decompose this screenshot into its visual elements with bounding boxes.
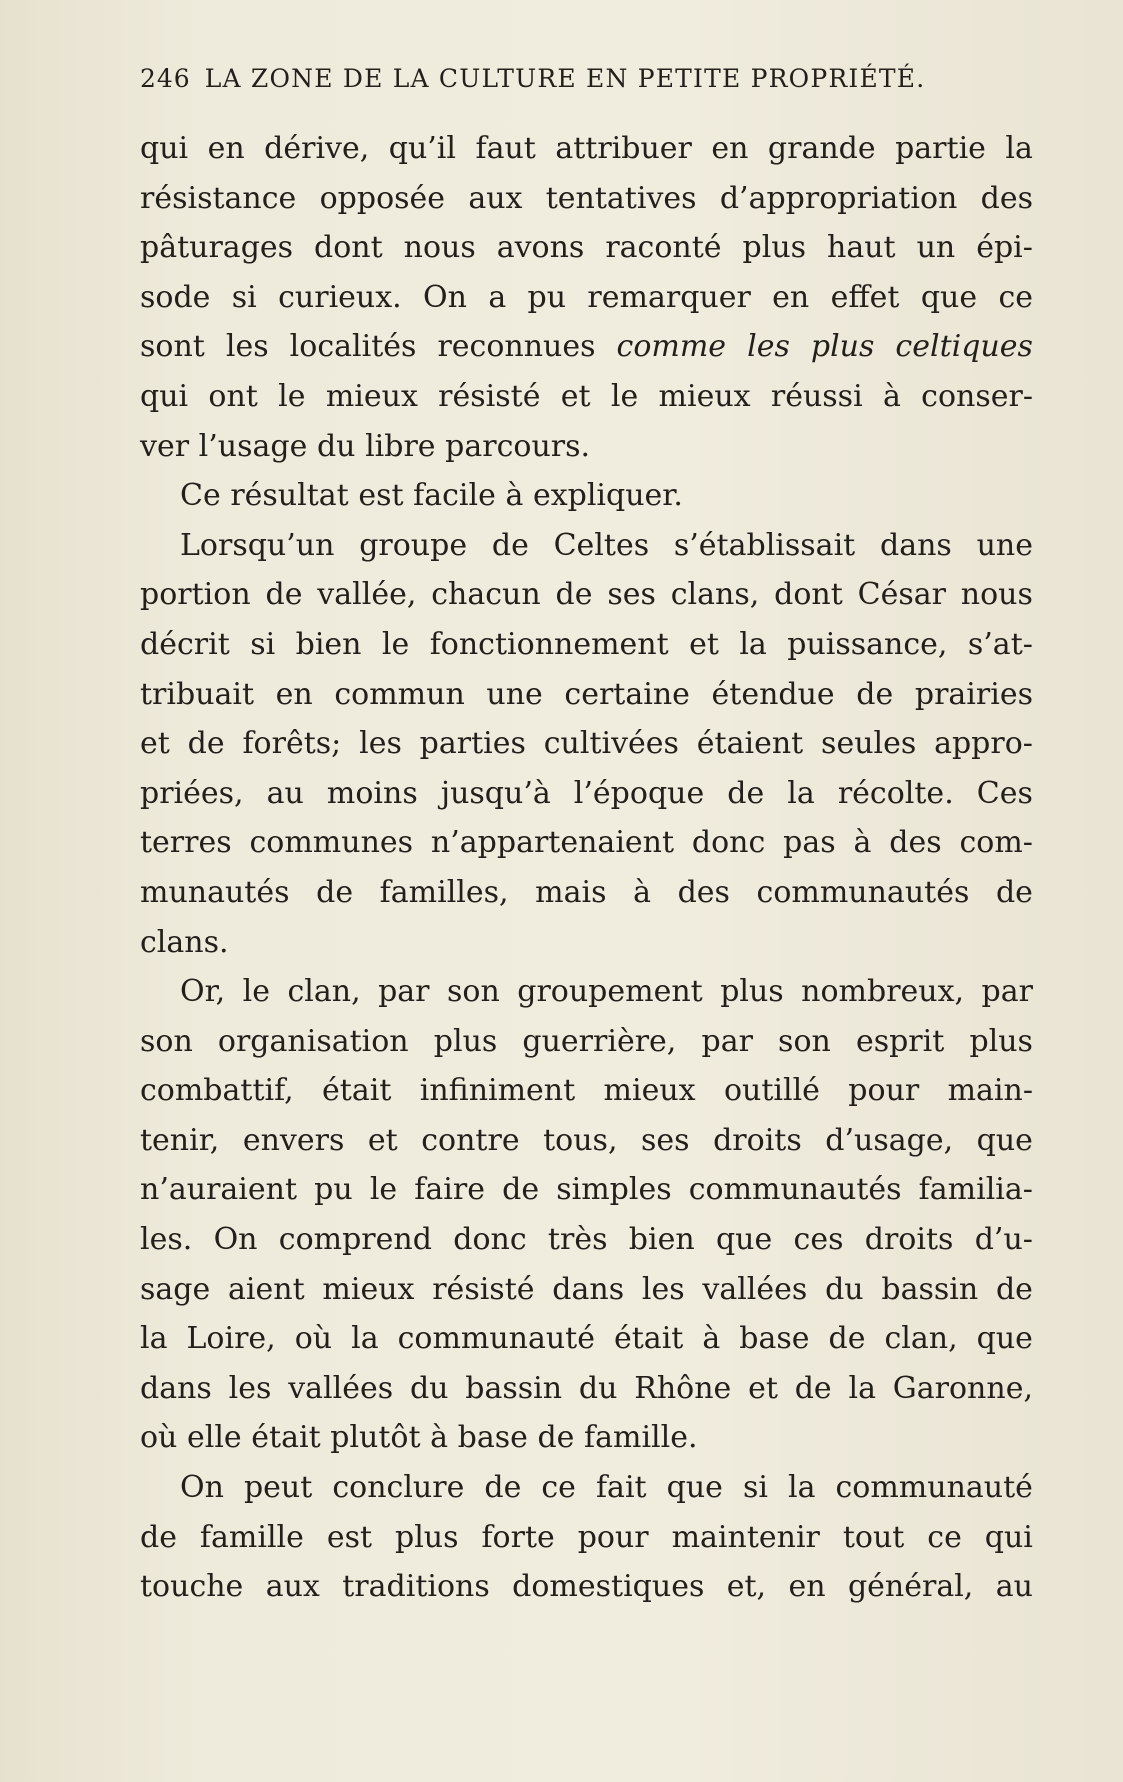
word: familles,: [379, 874, 509, 910]
word: d’appropriation: [719, 180, 958, 216]
word: plus: [720, 974, 784, 1010]
word: remarquer: [587, 279, 751, 315]
word: base: [739, 1321, 810, 1357]
word: au: [995, 1569, 1033, 1605]
word: commun: [334, 676, 465, 712]
text-line: [140, 967, 1033, 1017]
word: de: [794, 1370, 832, 1406]
word: munautés: [140, 874, 290, 910]
word: Ce: [180, 478, 221, 514]
word: forêts;: [242, 726, 342, 762]
word: Garonne,: [892, 1370, 1033, 1406]
word: du: [578, 1370, 618, 1406]
word: une: [976, 527, 1033, 563]
text-line: [140, 818, 1033, 868]
word: le: [278, 378, 306, 414]
word: nous: [403, 230, 476, 266]
word: communes: [249, 825, 414, 861]
word: était: [322, 1073, 392, 1109]
word: vallées: [702, 1271, 808, 1307]
word: plus: [433, 1023, 498, 1059]
word: facile: [413, 478, 496, 514]
word: plutôt: [330, 1420, 421, 1456]
word: opposée: [319, 180, 446, 216]
word: du: [825, 1271, 864, 1307]
word: le: [381, 626, 410, 662]
word: n’appartenaient: [430, 825, 675, 861]
word: de: [727, 775, 765, 811]
word: communauté: [397, 1321, 595, 1357]
text-line: [140, 521, 1033, 571]
word: que: [976, 1122, 1033, 1158]
word: vallées: [288, 1370, 394, 1406]
word: réussi: [770, 378, 863, 414]
text-line: [140, 1017, 1033, 1067]
word: résistance: [140, 180, 297, 216]
word: la: [140, 1321, 168, 1357]
text-line: [140, 719, 1033, 769]
text-line: [140, 471, 1033, 521]
word: plus: [969, 1023, 1033, 1059]
text-line: [140, 1215, 1033, 1265]
text-line: [140, 1463, 1033, 1513]
word: fait: [595, 1470, 647, 1506]
word: les: [747, 329, 790, 365]
word: étaient: [696, 726, 804, 762]
word: l’époque: [573, 775, 705, 811]
word: est: [326, 1519, 373, 1555]
word: d’u-: [974, 1222, 1033, 1258]
word: si: [231, 279, 257, 315]
word: tous,: [543, 1122, 618, 1158]
word: guerrière,: [522, 1023, 677, 1059]
word: mieux: [322, 1271, 415, 1307]
text-line: [140, 868, 1033, 918]
word: décrit: [140, 626, 230, 662]
word: de: [856, 676, 894, 712]
word: et: [367, 1122, 398, 1158]
word: la: [787, 1470, 816, 1506]
text-line: [140, 670, 1033, 720]
page-number: 246: [140, 64, 191, 93]
text-line: [140, 1364, 1033, 1414]
word: terres: [140, 825, 232, 861]
word: clans,: [670, 577, 760, 613]
word: famille.: [584, 1420, 698, 1456]
word: des: [677, 874, 730, 910]
word: la: [848, 1370, 876, 1406]
word: ses: [607, 577, 656, 613]
word: en: [275, 676, 313, 712]
word: qu’il: [388, 131, 457, 166]
word: si: [250, 626, 276, 662]
word: résisté: [432, 1271, 535, 1307]
word: à: [505, 478, 524, 514]
word: Lorsqu’un: [180, 527, 335, 563]
word: On: [423, 279, 467, 315]
word: bien: [295, 626, 362, 662]
word: et: [748, 1370, 778, 1406]
word: s’at-: [967, 626, 1033, 662]
word: qui: [140, 131, 189, 166]
word: mieux: [325, 378, 418, 414]
text-line: [140, 620, 1033, 670]
text-line: [140, 1165, 1033, 1215]
word: dans: [140, 1370, 212, 1406]
word: que: [715, 1222, 773, 1258]
word: pas: [783, 825, 836, 861]
word: au: [266, 775, 304, 811]
word: dont: [774, 577, 843, 613]
word: contre: [421, 1122, 520, 1158]
word: conclure: [332, 1470, 465, 1506]
word: aux: [265, 1569, 320, 1605]
word: domestiques: [512, 1569, 705, 1605]
word: partie: [895, 131, 986, 166]
word: maintenir: [671, 1519, 820, 1555]
text-line: [140, 322, 1033, 372]
word: d’usage,: [825, 1122, 954, 1158]
word: comme: [616, 329, 727, 365]
word: ce: [927, 1519, 962, 1555]
word: le: [242, 974, 271, 1010]
word: parties: [419, 726, 526, 762]
word: de: [995, 874, 1033, 910]
word: bien: [628, 1222, 695, 1258]
word: était: [251, 1420, 321, 1456]
word: cultivées: [543, 726, 679, 762]
word: de: [995, 1271, 1033, 1307]
word: clan,: [884, 1321, 958, 1357]
word: ver: [140, 428, 190, 464]
word: est: [358, 478, 404, 514]
word: et: [140, 726, 170, 762]
word: tenir,: [140, 1122, 220, 1158]
word: pu: [314, 1172, 353, 1208]
text-line: [140, 124, 1033, 174]
word: les: [225, 329, 269, 365]
word: du: [316, 428, 356, 464]
word: sont: [140, 329, 205, 365]
word: forte: [481, 1519, 555, 1555]
word: plus: [810, 329, 875, 365]
word: faire: [414, 1172, 485, 1208]
word: sode: [140, 279, 211, 315]
word: par: [701, 1023, 753, 1059]
word: que: [920, 279, 978, 315]
word: par: [378, 974, 430, 1010]
word: nous: [960, 577, 1033, 613]
word: et,: [726, 1569, 767, 1605]
word: jusqu’à: [440, 775, 551, 811]
word: certaine: [564, 676, 690, 712]
word: résultat: [230, 478, 349, 514]
word: à: [430, 1420, 449, 1456]
word: les.: [140, 1222, 193, 1258]
word: la: [787, 775, 815, 811]
word: plus: [394, 1519, 459, 1555]
word: de: [828, 1321, 866, 1357]
word: outillé: [723, 1073, 820, 1109]
word: com-: [959, 825, 1033, 861]
word: un: [916, 230, 956, 266]
word: Or,: [180, 974, 226, 1010]
running-title: LA ZONE DE LA CULTURE EN PETITE PROPRIÉTÉ.: [204, 64, 926, 93]
text-line: [140, 1265, 1033, 1315]
word: sage: [140, 1271, 211, 1307]
word: de: [187, 726, 225, 762]
word: appro-: [934, 726, 1033, 762]
word: chacun: [431, 577, 541, 613]
word: où: [140, 1420, 178, 1456]
word: des: [889, 825, 942, 861]
word: communauté: [835, 1470, 1033, 1506]
word: très: [547, 1222, 608, 1258]
word: et: [689, 626, 719, 662]
word: localités: [289, 329, 417, 365]
word: le: [610, 378, 639, 414]
word: donc: [691, 825, 766, 861]
word: esprit: [855, 1023, 945, 1059]
word: son: [778, 1023, 831, 1059]
word: ses: [641, 1122, 690, 1158]
text-line: [140, 372, 1033, 422]
word: pour: [848, 1073, 920, 1109]
text-line: [140, 570, 1033, 620]
word: récolte.: [837, 775, 954, 811]
text-line: [140, 223, 1033, 273]
word: qui: [984, 1519, 1033, 1555]
word: en: [711, 131, 749, 166]
word: communautés: [688, 1172, 902, 1208]
word: moins: [326, 775, 418, 811]
word: son: [140, 1023, 193, 1059]
word: famille: [199, 1519, 304, 1555]
word: de: [491, 527, 529, 563]
text-line: [140, 273, 1033, 323]
word: mieux: [658, 378, 751, 414]
word: dont: [314, 230, 383, 266]
word: haut: [827, 230, 896, 266]
word: priées,: [140, 775, 244, 811]
word: la: [739, 626, 767, 662]
word: curieux.: [278, 279, 402, 315]
text-line: [140, 1513, 1033, 1563]
word: pu: [527, 279, 567, 315]
word: aux: [468, 180, 523, 216]
word: conser-: [921, 378, 1033, 414]
word: de: [484, 1470, 522, 1506]
word: combattif,: [140, 1073, 294, 1109]
word: épi-: [976, 230, 1033, 266]
word: l’usage: [198, 428, 308, 464]
word: ce: [541, 1470, 576, 1506]
body-text: [140, 124, 1033, 1612]
word: seules: [821, 726, 917, 762]
word: fonctionnement: [429, 626, 669, 662]
word: celtiques: [895, 329, 1033, 365]
word: peut: [243, 1470, 313, 1506]
word: en: [788, 1569, 826, 1605]
word: de: [537, 1420, 575, 1456]
word: n’auraient: [140, 1172, 298, 1208]
word: les: [228, 1370, 272, 1406]
word: droits: [864, 1222, 954, 1258]
word: avons: [496, 230, 585, 266]
word: familia-: [918, 1172, 1033, 1208]
word: où: [294, 1321, 333, 1357]
word: dans: [552, 1271, 625, 1307]
word: s’établissait: [673, 527, 856, 563]
text-line: [140, 1562, 1033, 1612]
word: pâturages: [140, 230, 294, 266]
word: du: [409, 1370, 449, 1406]
word: Ces: [976, 775, 1033, 811]
word: de: [265, 577, 303, 613]
word: César: [857, 577, 946, 613]
word: prairies: [914, 676, 1033, 712]
word: base: [457, 1420, 528, 1456]
word: parcours.: [445, 428, 591, 464]
word: Celtes: [553, 527, 650, 563]
word: portion: [140, 577, 251, 613]
text-line: [140, 918, 1033, 968]
word: ce: [998, 279, 1033, 315]
text-line: [140, 1314, 1033, 1364]
running-head: [140, 64, 985, 93]
word: comprend: [278, 1222, 432, 1258]
word: à: [702, 1321, 721, 1357]
word: envers: [242, 1122, 345, 1158]
word: à: [882, 378, 901, 414]
word: ont: [208, 378, 258, 414]
word: expliquer.: [532, 478, 683, 514]
word: groupe: [359, 527, 468, 563]
word: de: [502, 1172, 540, 1208]
word: dans: [880, 527, 952, 563]
word: la: [1005, 131, 1033, 166]
word: tribuait: [140, 676, 255, 712]
word: par: [981, 974, 1033, 1010]
text-line: [140, 422, 1033, 472]
word: qui: [140, 378, 189, 414]
word: Rhône: [634, 1370, 732, 1406]
word: organisation: [217, 1023, 409, 1059]
word: bassin: [881, 1271, 979, 1307]
word: plus: [742, 230, 807, 266]
word: grande: [767, 131, 876, 166]
word: bassin: [465, 1370, 563, 1406]
word: étendue: [711, 676, 835, 712]
word: libre: [365, 428, 436, 464]
word: reconnues: [437, 329, 596, 365]
word: traditions: [342, 1569, 490, 1605]
word: a: [488, 279, 507, 315]
word: de: [316, 874, 354, 910]
word: en: [207, 131, 245, 166]
word: de: [140, 1519, 177, 1555]
word: faut: [475, 131, 536, 166]
word: de: [555, 577, 593, 613]
word: ces: [793, 1222, 844, 1258]
text-line: [140, 769, 1033, 819]
word: des: [980, 180, 1033, 216]
text-line: [140, 1413, 1033, 1463]
word: en: [772, 279, 810, 315]
word: effet: [830, 279, 900, 315]
word: aient: [228, 1271, 305, 1307]
word: que: [976, 1321, 1033, 1357]
word: simples: [556, 1172, 672, 1208]
word: était: [614, 1321, 684, 1357]
word: clan,: [287, 974, 361, 1010]
word: puissance,: [787, 626, 948, 662]
word: que: [666, 1470, 723, 1506]
word: elle: [186, 1420, 242, 1456]
word: tentatives: [545, 180, 697, 216]
word: tout: [842, 1519, 905, 1555]
text-line: [140, 1066, 1033, 1116]
word: si: [742, 1470, 768, 1506]
word: les: [359, 726, 402, 762]
word: attribuer: [555, 131, 692, 166]
word: donc: [453, 1222, 527, 1258]
word: vallée,: [317, 577, 417, 613]
word: clans.: [140, 924, 229, 960]
word: le: [369, 1172, 398, 1208]
word: mieux: [603, 1073, 696, 1109]
word: infiniment: [419, 1073, 576, 1109]
word: pour: [577, 1519, 649, 1555]
word: raconté: [605, 230, 722, 266]
word: nombreux,: [801, 974, 965, 1010]
word: la: [351, 1321, 379, 1357]
word: une: [486, 676, 543, 712]
word: main-: [947, 1073, 1033, 1109]
text-line: [140, 174, 1033, 224]
word: Loire,: [186, 1321, 276, 1357]
word: résisté: [438, 378, 541, 414]
text-line: [140, 1116, 1033, 1166]
word: à: [853, 825, 872, 861]
word: et: [560, 378, 591, 414]
word: à: [633, 874, 651, 910]
word: communautés: [756, 874, 970, 910]
word: les: [641, 1271, 685, 1307]
word: mais: [535, 874, 607, 910]
word: groupement: [517, 974, 703, 1010]
word: son: [447, 974, 500, 1010]
word: On: [213, 1222, 258, 1258]
word: général,: [847, 1569, 974, 1605]
word: On: [180, 1470, 224, 1506]
word: dérive,: [264, 131, 370, 166]
word: droits: [713, 1122, 802, 1158]
word: touche: [140, 1569, 244, 1605]
